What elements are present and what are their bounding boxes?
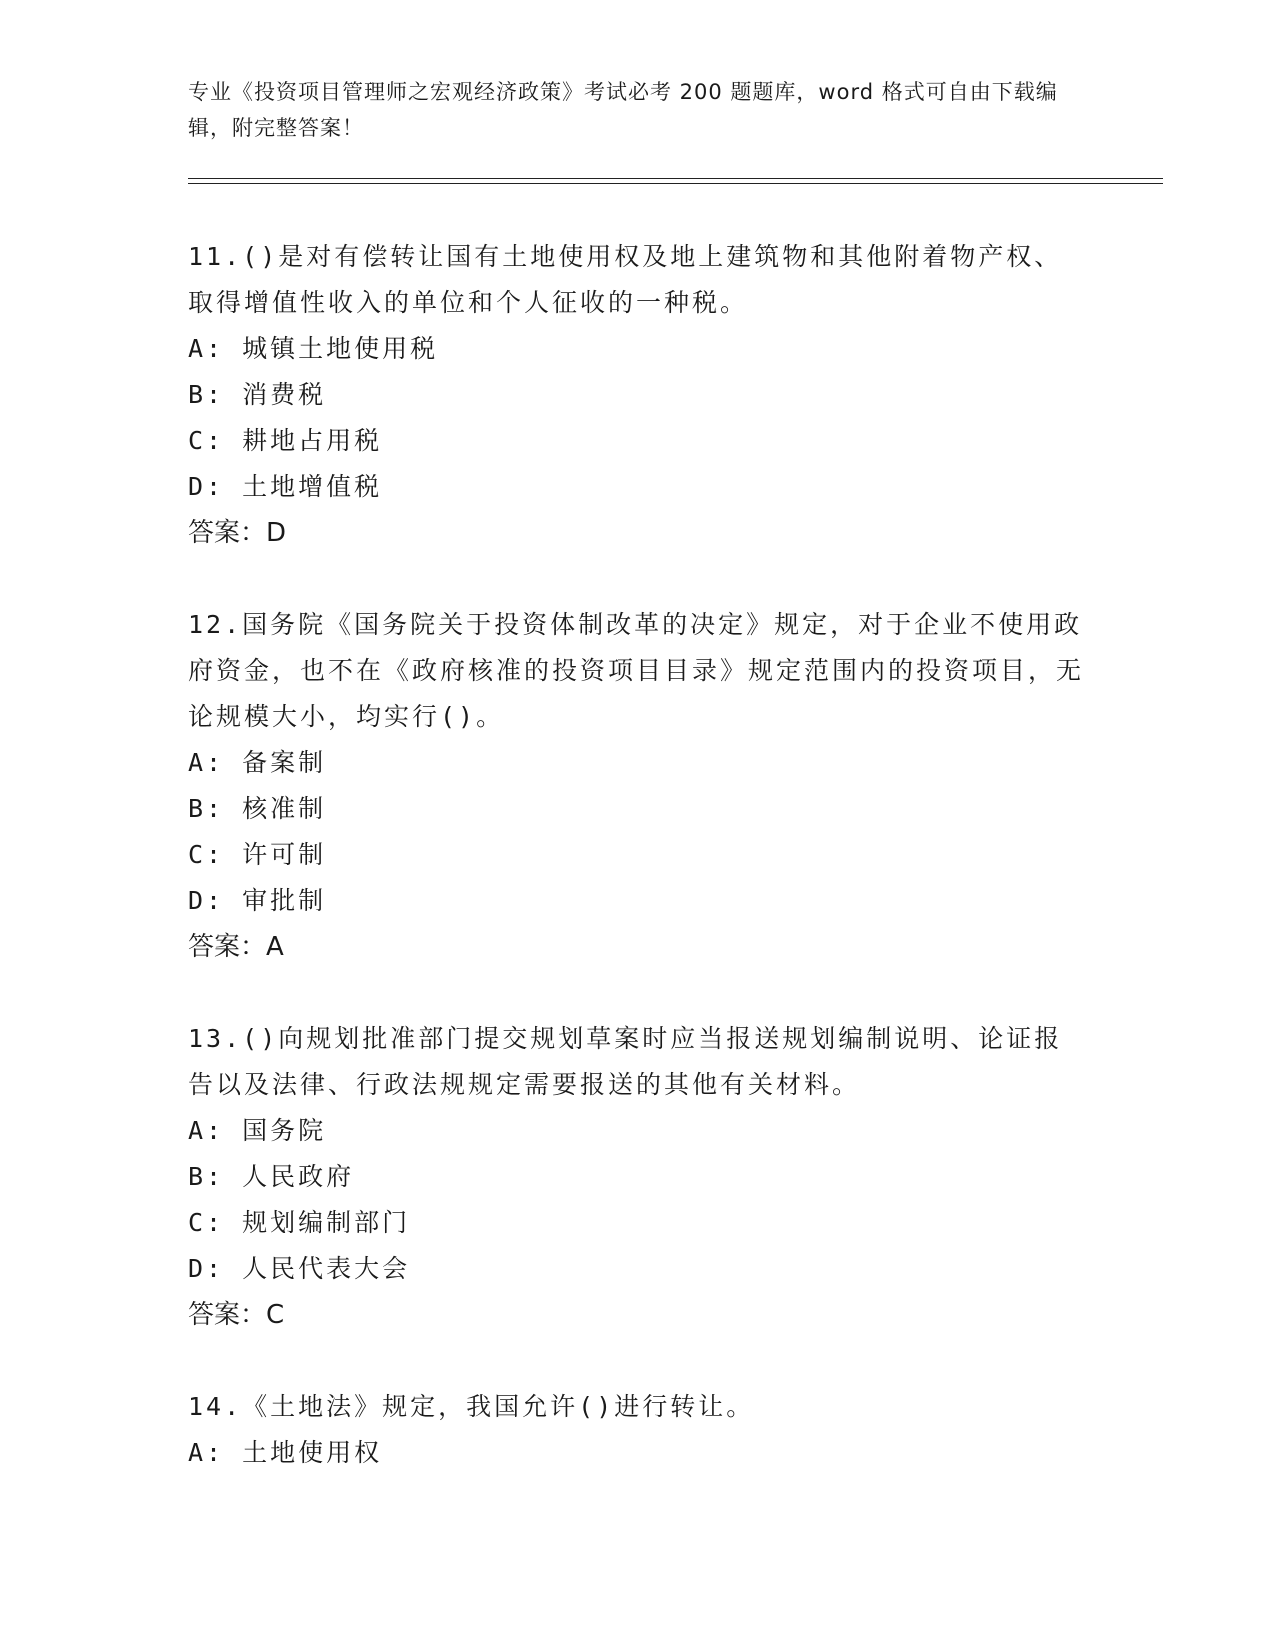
option-text: 国务院 xyxy=(242,1116,327,1145)
option-text: 土地增值税 xyxy=(242,472,383,501)
option-text: 消费税 xyxy=(242,380,327,409)
option-label: C: xyxy=(188,840,225,869)
option-text: 备案制 xyxy=(242,748,327,777)
option-a xyxy=(188,326,1088,372)
option-d xyxy=(188,464,1088,510)
question-stem: 11.()是对有偿转让国有土地使用权及地上建筑物和其他附着物产权、取得增值性收入的单位和个人征收的一种税。 xyxy=(188,242,1063,317)
option-label: C: xyxy=(188,426,225,455)
option-b xyxy=(188,786,1088,832)
question-list xyxy=(188,234,1088,1522)
option-b xyxy=(188,1154,1088,1200)
answer: 答案：A xyxy=(188,932,284,962)
option-d xyxy=(188,1246,1088,1292)
option-label: B: xyxy=(188,794,225,823)
option-label: A: xyxy=(188,748,225,777)
option-a xyxy=(188,1430,1088,1476)
option-label: D: xyxy=(188,886,225,915)
option-text: 耕地占用税 xyxy=(242,426,383,455)
question-13 xyxy=(188,1016,1088,1338)
option-text: 人民代表大会 xyxy=(242,1254,411,1283)
option-a xyxy=(188,1108,1088,1154)
option-label: A: xyxy=(188,1438,225,1467)
question-11 xyxy=(188,234,1088,556)
header-divider-top xyxy=(188,178,1163,179)
option-label: D: xyxy=(188,1254,225,1283)
question-14 xyxy=(188,1384,1088,1476)
answer: 答案：C xyxy=(188,1300,285,1330)
option-text: 规划编制部门 xyxy=(242,1208,411,1237)
option-d xyxy=(188,878,1088,924)
option-a xyxy=(188,740,1088,786)
option-label: A: xyxy=(188,1116,225,1145)
option-text: 许可制 xyxy=(242,840,327,869)
option-label: A: xyxy=(188,334,225,363)
option-text: 土地使用权 xyxy=(242,1438,383,1467)
option-c xyxy=(188,832,1088,878)
option-label: C: xyxy=(188,1208,225,1237)
option-b xyxy=(188,372,1088,418)
question-stem: 12.国务院《国务院关于投资体制改革的决定》规定，对于企业不使用政府资金，也不在《政府核准的投资项目目录》规定范围内的投资项目，无论规模大小，均实行()。 xyxy=(188,610,1085,731)
question-stem: 13.()向规划批准部门提交规划草案时应当报送规划编制说明、论证报告以及法律、行政法规规定需要报送的其他有关材料。 xyxy=(188,1024,1063,1099)
option-label: D: xyxy=(188,472,225,501)
option-text: 核准制 xyxy=(242,794,327,823)
header-divider-bottom xyxy=(188,183,1163,184)
option-c xyxy=(188,418,1088,464)
question-12 xyxy=(188,602,1088,970)
question-stem: 14.《土地法》规定，我国允许()进行转让。 xyxy=(188,1392,755,1421)
option-text: 审批制 xyxy=(242,886,327,915)
option-c xyxy=(188,1200,1088,1246)
option-label: B: xyxy=(188,1162,225,1191)
answer: 答案：D xyxy=(188,518,287,548)
option-label: B: xyxy=(188,380,225,409)
option-text: 城镇土地使用税 xyxy=(242,334,439,363)
option-text: 人民政府 xyxy=(242,1162,355,1191)
header-note: 专业《投资项目管理师之宏观经济政策》考试必考 200 题题库，word 格式可自由下载编辑，附完整答案！ xyxy=(188,80,1058,140)
